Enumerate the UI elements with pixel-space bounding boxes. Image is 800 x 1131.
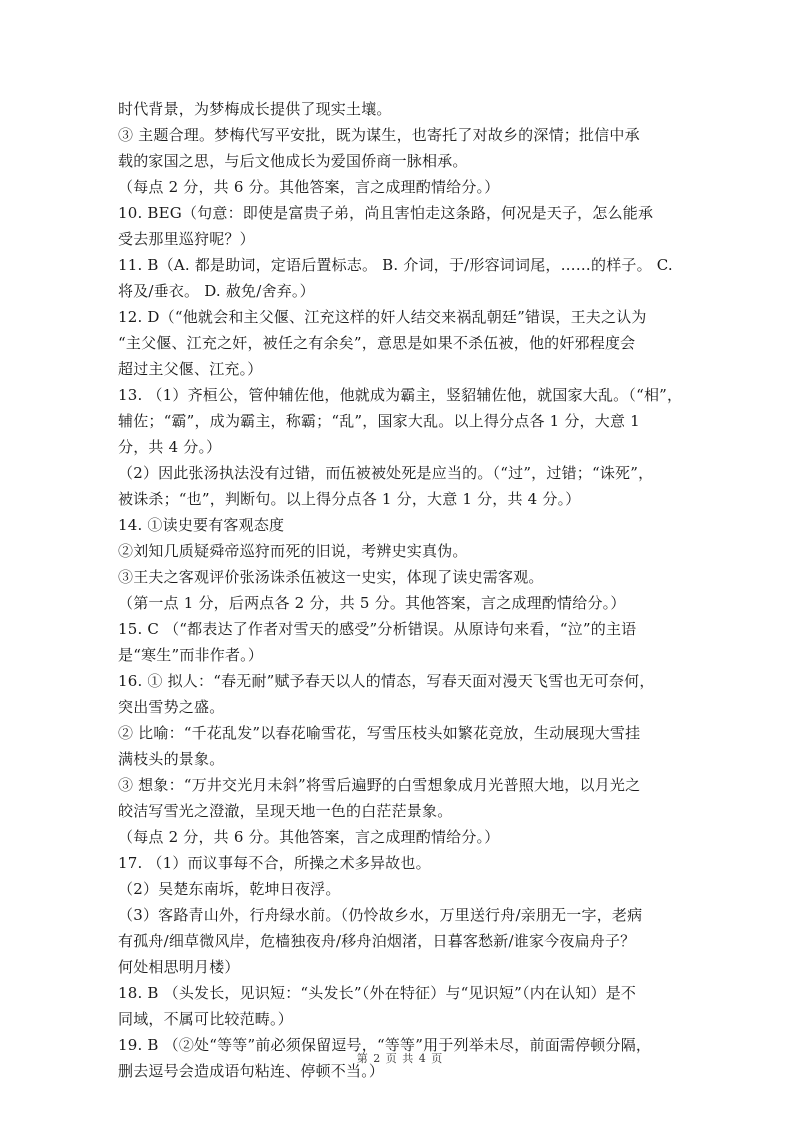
text-line: 同域，不属可比较范畴。） xyxy=(118,1010,293,1028)
text-line: 何处相思明月楼） xyxy=(118,958,240,976)
text-line: 13. （1）齐桓公，管仲辅佐他，他就成为霸主，竖貂辅佐他，就国家大乱。（“相”， xyxy=(118,386,683,404)
text-line: ③ 主题合理。梦梅代写平安批，既为谋生，也寄托了对故乡的深情；批信中承 xyxy=(118,126,640,144)
text-line: 16. ① 拟人：“春无耐”赋予春天以人的情态，写春天面对漫天飞雪也无可奈何， xyxy=(118,672,655,690)
text-line: 11. B（A. 都是助词，定语后置标志。 B. 介词，于/形容词词尾，……的样子。 C. xyxy=(118,256,673,274)
text-line: 分，共 4 分。） xyxy=(118,438,222,456)
text-line: 删去逗号会造成语句粘连、停顿不当。） xyxy=(118,1062,385,1080)
text-line: （3）客路青山外，行舟绿水前。（仍怜故乡水，万里送行舟/亲朋无一字，老病 xyxy=(118,906,643,924)
text-line: 时代背景，为梦梅成长提供了现实土壤。 xyxy=(118,100,392,118)
text-line: （每点 2 分，共 6 分。其他答案，言之成理酌情给分。） xyxy=(118,828,500,846)
text-line: 超过主父偃、江充。） xyxy=(118,360,263,378)
text-line: 满枝头的景象。 xyxy=(118,750,225,768)
text-line: （每点 2 分，共 6 分。其他答案，言之成理酌情给分。） xyxy=(118,178,500,196)
text-line: ② 比喻：“千花乱发”以春花喻雪花，写雪压枝头如繁花竞放，生动展现大雪挂 xyxy=(118,724,641,742)
text-line: 受去那里巡狩呢？） xyxy=(118,230,255,248)
text-line: 12. D（“他就会和主父偃、江充这样的奸人结交来祸乱朝廷”错误，王夫之认为 xyxy=(118,308,647,326)
text-line: 辅佐；“霸”，成为霸主，称霸；“乱”，国家大乱。以上得分点各 1 分，大意 1 xyxy=(118,412,640,430)
text-line: 突出雪势之盛。 xyxy=(118,698,225,716)
text-line: 有孤舟/细草微风岸，危樯独夜舟/移舟泊烟渚，日暮客愁新/谁家今夜扁舟子？ xyxy=(118,932,636,950)
text-line: 15. C （“都表达了作者对雪天的感受”分析错误。从原诗句来看，“泣”的主语 xyxy=(118,620,637,638)
text-line: ③王夫之客观评价张汤诛杀伍被这一史实，体现了读史需客观。 xyxy=(118,568,544,586)
text-line: 18. B （头发长，见识短：“头发长”（外在特征）与“见识短”（内在认知）是不 xyxy=(118,984,637,1002)
text-line: 皎洁写雪光之澄澈，呈现天地一色的白茫茫景象。 xyxy=(118,802,453,820)
text-line: 17. （1）而议事每不合，所操之术多异故也。 xyxy=(118,854,431,872)
text-line: ③ 想象：“万井交光月未斜”将雪后遍野的白雪想象成月光普照大地，以月光之 xyxy=(118,776,641,794)
text-line: 10. BEG（句意：即使是富贵子弟，尚且害怕走这条路，何况是天子，怎么能承 xyxy=(118,204,654,222)
text-line: 被诛杀；“也”，判断句。以上得分点各 1 分，大意 1 分，共 4 分。） xyxy=(118,490,581,508)
text-line: 载的家国之思，与后文他成长为爱国侨商一脉相承。 xyxy=(118,152,468,170)
text-line: “主父偃、江充之奸，被任之有余矣”，意思是如果不杀伍被，他的奸邪程度会 xyxy=(118,334,636,352)
text-line: 是“寒生”而非作者。） xyxy=(118,646,264,664)
answer-text-body xyxy=(118,96,686,1084)
text-line: （2）吴楚东南坼，乾坤日夜浮。 xyxy=(118,880,341,898)
page-footer: 第 2 页 共 4 页 xyxy=(356,1052,444,1065)
text-line: （第一点 1 分，后两点各 2 分，共 5 分。其他答案，言之成理酌情给分。） xyxy=(118,594,626,612)
text-line: 将及/垂衣。 D. 赦免/舍弃。） xyxy=(118,282,315,300)
text-line: 19. B （②处“等等”前必须保留逗号，“等等”用于列举未尽，前面需停顿分隔， xyxy=(118,1036,652,1054)
text-line: ②刘知几质疑舜帝巡狩而死的旧说，考辨史实真伪。 xyxy=(118,542,468,560)
text-line: （2）因此张汤执法没有过错，而伍被被处死是应当的。（“过”，过错；“诛死”， xyxy=(118,464,654,482)
text-line: 14. ①读史要有客观态度 xyxy=(118,516,285,534)
